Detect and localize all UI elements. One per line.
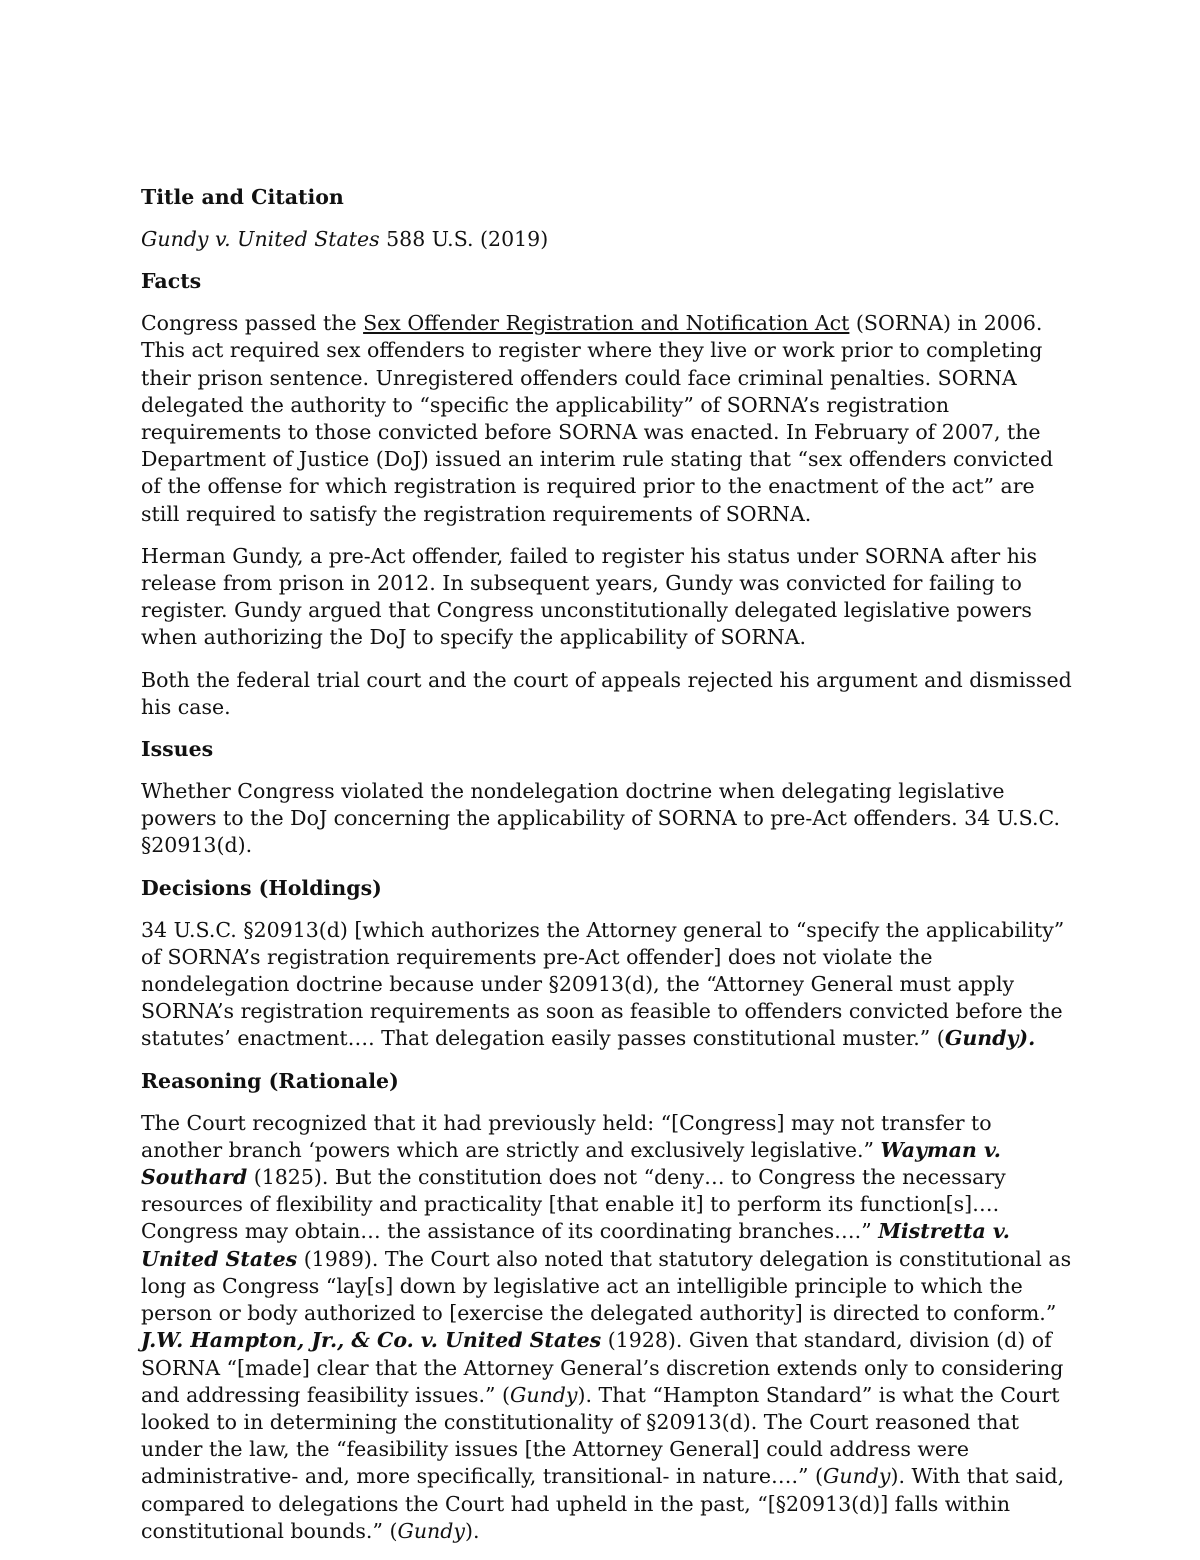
reasoning-text-4: (1928). Given that standard, division (d) of SORNA “[made] clear that the Attorney General’s discretion extends only to considering and addressing feasibility issues.” (: [141, 1328, 1064, 1407]
case-cite-gundy-2: Gundy: [823, 1464, 891, 1489]
reasoning-text-6: ). With that said, compared to delegations the Court had upheld in the past, “[§20913(d)] falls within constitutional bounds.” (: [141, 1464, 1065, 1543]
case-cite-gundy-1: Gundy: [510, 1382, 578, 1407]
facts-text-b: (SORNA) in 2006. This act required sex offenders to register where they live or work prior to completing their prison sentence. Unregistered offenders could face criminal penalties. SORNA delegated the authority to “specific the applicability” of SORNA’s registration requirements to those convicted before SORNA was enacted. In February of 2007, the Department of Justice (DoJ) issued an interim rule stating that “sex offenders convicted of the offense for which registration is required prior to the enactment of the act” are still required to satisfy the registration requirements of SORNA.: [141, 311, 1054, 526]
reasoning-text-1: The Court recognized that it had previously held: “[Congress] may not transfer to another branch ‘powers which are strictly and exclusively legislative.”: [141, 1110, 992, 1162]
reasoning-text-7: ).: [464, 1518, 480, 1543]
facts-paragraph-2: Herman Gundy, a pre-Act offender, failed to register his status under SORNA after his release from prison in 2012. In subsequent years, Gundy was convicted for failing to register. Gundy argued that Congress unconstitutionally delegated legislative powers when authorizing the DoJ to specify the applicability of SORNA.: [141, 543, 1037, 650]
heading-issues: Issues: [141, 737, 214, 762]
case-cite-gundy-3: Gundy: [397, 1518, 465, 1543]
heading-reasoning: Reasoning (Rationale): [141, 1068, 399, 1093]
facts-text-a: Congress passed the: [141, 311, 364, 336]
heading-decisions: Decisions (Holdings): [141, 875, 382, 900]
decisions-text: 34 U.S.C. §20913(d) [which authorizes the Attorney general to “specify the applicability” of SORNA’s registration requirements pre-Act offender] does not violate the nondelegation doctrine because under §20913(d), the “Attorney General must apply SORNA’s registration requirements as soon as feasible to offenders convicted before the statutes’ enactment…. That delegation easily passes constitutional muster.” (: [141, 917, 1065, 1051]
reasoning-paragraph: [141, 1110, 1076, 1545]
decisions-paragraph: [141, 917, 1076, 1053]
citation-text: 588 U.S. (2019): [379, 227, 549, 251]
heading-facts: Facts: [141, 269, 202, 294]
document-page: [141, 184, 1076, 1560]
sorna-link[interactable]: Sex Offender Registration and Notification Act: [363, 311, 850, 336]
facts-paragraph-3: Both the federal trial court and the court of appeals rejected his argument and dismissed his case.: [141, 667, 1072, 719]
case-cite-mistretta: Mistretta v. United States: [141, 1219, 1010, 1271]
reasoning-text-2: (1825). But the constitution does not “deny… to Congress the necessary resources of flexibility and practicality [that enable it] to perform its function[s]…. Congress may obtain… the assistance of its coordinating branches….”: [141, 1165, 1006, 1244]
citation-paragraph: [141, 226, 1076, 253]
case-cite-wayman: Wayman v. Southard: [141, 1137, 1001, 1190]
issues-paragraph: Whether Congress violated the nondelegation doctrine when delegating legislative powers to the DoJ concerning the applicability of SORNA to pre-Act offenders. 34 U.S.C. §20913(d).: [141, 779, 1060, 858]
facts-paragraph-1: [141, 310, 1076, 528]
heading-title-citation: Title and Citation: [141, 185, 344, 209]
reasoning-text-3: (1989). The Court also noted that statutory delegation is constitutional as long as Congress “lay[s] down by legislative act an intelligible principle to which the person or body authorized to [exercise the delegated authority] is directed to conform.”: [141, 1246, 1072, 1326]
decisions-case-cite: Gundy).: [944, 1026, 1036, 1051]
reasoning-text-5: ). That “Hampton Standard” is what the Court looked to in determining the constitutionality of §20913(d). The Court reasoned that under the law, the “feasibility issues [the Attorney General] could address were administrative- and, more specifically, transitional- in nature….” (: [141, 1382, 1060, 1489]
case-name: Gundy v. United States: [141, 227, 380, 251]
case-cite-hampton: J.W. Hampton, Jr., & Co. v. United States: [141, 1328, 602, 1353]
